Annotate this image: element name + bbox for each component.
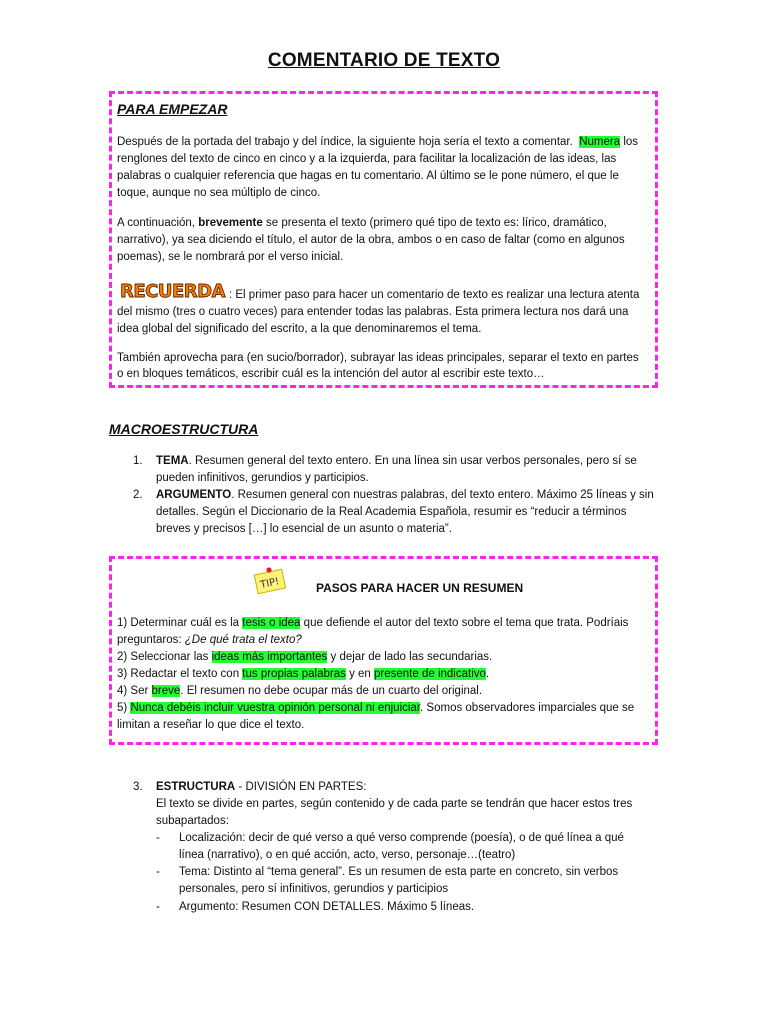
- item-1-line-2: pueden infinitivos, gerundios y participios.: [156, 472, 369, 484]
- resumen-heading: PASOS PARA HACER UN RESUMEN: [316, 581, 524, 595]
- p1-line-3: palabras o cualquier referencia que hagas en tu comentario. Al último se le pone número, el que le: [117, 170, 619, 182]
- step-3-b: y en: [349, 668, 371, 680]
- step-1-line-2: [117, 632, 302, 649]
- recuerda-text: RECUERDA: [120, 281, 226, 301]
- step-4-line: [117, 683, 482, 700]
- macroestructura-heading: MACROESTRUCTURA: [109, 421, 259, 437]
- p2-line-3: poemas), se le nombrará por el verso inicial.: [117, 251, 344, 263]
- item-1-line-1: [156, 453, 637, 470]
- p1-line-4: toque, aunque no sea múltiplo de cinco.: [117, 187, 321, 199]
- step-5-a: 5): [117, 702, 128, 714]
- item-2-bold: ARGUMENTO: [156, 489, 232, 501]
- p3-line-1: : El primer paso para hacer un comentario de texto es realizar una lectura atenta: [229, 289, 640, 301]
- p3-line-3: idea global del significado del escrito, a la que denominaremos el tema.: [117, 323, 482, 335]
- step-3-highlight-1: tus propias palabras: [242, 668, 346, 680]
- page-title: COMENTARIO DE TEXTO: [267, 50, 501, 71]
- p2-line-2: narrativo), ya sea diciendo el título, el autor de la obra, ambos o en caso de faltar (como en algunos: [117, 234, 625, 246]
- numera-highlight: Numera: [579, 136, 621, 148]
- p4-line-2: o en bloques temáticos, escribir cuál es la intención del autor al escribir este texto…: [117, 368, 545, 380]
- bullet-1-line-2: línea (narrativo), o en qué acción, acto, verso, personaje…(teatro): [179, 849, 516, 861]
- bullet-1-dash: -: [156, 832, 160, 844]
- tip-note-icon: [253, 566, 287, 596]
- bullet-1-line-1: Localización: decir de qué verso a qué verso comprende (poesía), o de qué línea a qué: [179, 832, 624, 844]
- step-1-italic: ¿De qué trata el texto?: [184, 634, 302, 646]
- step-2-line: [117, 649, 492, 666]
- p2-line-1: [117, 215, 607, 232]
- p2-rest: se presenta el texto (primero qué tipo de texto es: lírico, dramático,: [265, 217, 607, 229]
- step-2-highlight: ideas más importantes: [211, 651, 328, 663]
- step-3-c: .: [485, 668, 490, 680]
- item-2-text: . Resumen general con nuestras palabras, del texto entero. Máximo 25 líneas y sin: [231, 489, 654, 501]
- p1-line-2: renglones del texto de cinco en cinco y a la izquierda, para facilitar la localización de las ideas, las: [117, 153, 617, 165]
- item-1-bold: TEMA: [156, 455, 189, 467]
- step-3-highlight-2: presente de indicativo: [374, 668, 486, 680]
- bullet-2-line-2: personales, pero sí infinitivos, gerundios y participios: [179, 883, 449, 895]
- item-1-number: 1.: [133, 455, 143, 467]
- item-3-bold: ESTRUCTURA: [156, 781, 236, 793]
- p2-start: A continuación,: [117, 217, 196, 229]
- para-empezar-heading: PARA EMPEZAR: [117, 101, 228, 117]
- step-5-line-1: [117, 700, 634, 717]
- item-2-line-3: breves y precisos […] lo esencial de un asunto o materia”.: [156, 523, 452, 535]
- item-1-text: . Resumen general del texto entero. En una línea sin usar verbos personales, pero sí se: [188, 455, 637, 467]
- step-1-c: preguntaros:: [117, 634, 182, 646]
- step-4-b: . El resumen no debe ocupar más de un cuarto del original.: [180, 685, 483, 697]
- p4-line-1: También aprovecha para (en sucio/borrador), subrayar las ideas principales, separar el texto en partes: [117, 352, 639, 364]
- bullet-3-dash: -: [156, 901, 160, 913]
- item-3-line-3: subapartados:: [156, 815, 229, 827]
- p2-bold: brevemente: [198, 217, 263, 229]
- recuerda-logo: [118, 280, 228, 301]
- item-3-number: 3.: [133, 781, 143, 793]
- step-1-b: que defiende el autor del texto sobre el tema que trata. Podríais: [303, 617, 629, 629]
- tip-text: TIP!: [259, 576, 281, 591]
- p1-line-1: [117, 134, 638, 151]
- step-5-b: . Somos observadores imparciales que se: [420, 702, 635, 714]
- item-3-rest: - DIVISIÓN EN PARTES:: [235, 781, 367, 793]
- bullet-2-line-1: Tema: Distinto al “tema general”. Es un resumen de esta parte en concreto, sin verbos: [179, 866, 619, 878]
- bullet-2-dash: -: [156, 866, 160, 878]
- step-1-a: 1) Determinar cuál es la: [117, 617, 240, 629]
- step-5-line-2: limitan a reseñar lo que dice el texto.: [117, 719, 305, 731]
- step-2-b: y dejar de lado las secundarias.: [330, 651, 493, 663]
- item-3-line-1: [156, 779, 366, 796]
- item-2-line-2: detalles. Según el Diccionario de la Real Academia Española, resumir es “reducir a términos: [156, 506, 627, 518]
- step-3-a: 3) Redactar el texto con: [117, 668, 240, 680]
- item-2-line-1: [156, 487, 654, 504]
- p1-after: los: [623, 136, 639, 148]
- step-5-highlight: Nunca debéis incluir vuestra opinión personal ni enjuiciar: [130, 702, 421, 714]
- step-4-a: 4) Ser: [117, 685, 149, 697]
- p3-line-2: del mismo (tres o cuatro veces) para entender todas las palabras. Esta primera lectura nos dará una: [117, 306, 629, 318]
- p1-text: Después de la portada del trabajo y del índice, la siguiente hoja sería el texto a comentar.: [117, 136, 573, 148]
- step-2-a: 2) Seleccionar las: [117, 651, 209, 663]
- step-1-highlight: tesis o idea: [242, 617, 301, 629]
- step-1-line-1: [117, 615, 628, 632]
- item-2-number: 2.: [133, 489, 143, 501]
- item-3-line-2: El texto se divide en partes, según contenido y de cada parte se tendrán que hacer estos tres: [156, 798, 633, 810]
- step-4-highlight: breve: [151, 685, 181, 697]
- step-3-line: [117, 666, 489, 683]
- bullet-3-line-1: Argumento: Resumen CON DETALLES. Máximo 5 líneas.: [179, 901, 475, 913]
